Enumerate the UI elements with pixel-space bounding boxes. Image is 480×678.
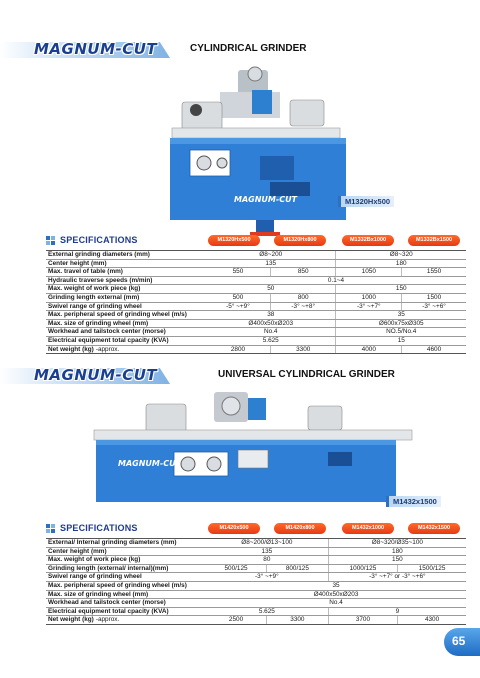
spec-value: 850 <box>270 268 336 277</box>
spec-label <box>46 293 206 302</box>
spec-value: Ø8~200/Ø13~100 <box>206 539 328 548</box>
spec-label <box>46 268 206 277</box>
section-header-cylindrical <box>0 36 480 62</box>
spec-label <box>46 302 206 311</box>
brand-logo: MAGNUM-CUT <box>34 366 158 384</box>
spec-row <box>46 564 466 573</box>
spec-row <box>46 268 466 277</box>
spec-label-text: Workhead and tailstock center (morse) <box>48 328 166 336</box>
spec-row <box>46 556 466 565</box>
spec-value: 1050 <box>336 268 402 277</box>
spec-label-text: Max. peripheral speed of grinding wheel (m/s) <box>48 311 187 319</box>
spec-value: 135 <box>206 259 336 268</box>
spec-label <box>46 539 206 548</box>
spec-table-cylindrical <box>46 250 466 354</box>
spec-value: Ø400x50xØ203 <box>206 590 466 599</box>
spec-value: 800 <box>270 293 336 302</box>
spec-label <box>46 599 206 608</box>
spec-value: -3° ~+9° <box>206 573 328 582</box>
spec-row <box>46 251 466 260</box>
spec-label-text: Grinding length (external/ internal)(mm) <box>48 564 169 572</box>
spec-label-text: Swivel range of grinding wheel <box>48 573 142 581</box>
model-pill: M1332Bx1000 <box>342 235 394 246</box>
spec-row <box>46 590 466 599</box>
spec-label <box>46 581 206 590</box>
spec-label-text: Workhead and tailstock center (morse) <box>48 599 166 607</box>
spec-label-suffix: -approx. <box>95 345 120 353</box>
spec-label-text: Hydraulic traverse speeds (m/min) <box>48 276 153 284</box>
spec-value: -3° ~+8° <box>270 302 336 311</box>
spec-value: No.4 <box>206 599 466 608</box>
spec-label <box>46 573 206 582</box>
spec-row <box>46 336 466 345</box>
spec-label-text: Net weight (kg) <box>48 616 94 624</box>
spec-row <box>46 302 466 311</box>
spec-value: 180 <box>336 259 466 268</box>
spec-value: 2800 <box>206 345 270 354</box>
model-pill: M1320Hx500 <box>208 235 260 246</box>
spec-value: 0.1~4 <box>206 276 466 285</box>
spec-value: 4300 <box>398 616 466 625</box>
spec-value: 1000/125 <box>328 564 397 573</box>
spec-label-text: Net weight (kg) <box>48 345 94 353</box>
spec-value: -3° ~+7° or -3° ~+6° <box>328 573 466 582</box>
spec-value: 135 <box>206 547 328 556</box>
spec-value: Ø8~320 <box>336 251 466 260</box>
spec-row <box>46 319 466 328</box>
spec-row <box>46 259 466 268</box>
spec-row <box>46 539 466 548</box>
spec-label-text: Center height (mm) <box>48 547 107 555</box>
spec-label <box>46 564 206 573</box>
spec-row <box>46 328 466 337</box>
specs-header-2 <box>46 522 466 536</box>
spec-value: No.4 <box>206 328 336 337</box>
spec-value: -5° ~+9° <box>206 302 270 311</box>
spec-value: 1550 <box>402 268 466 277</box>
spec-value: 4000 <box>336 345 402 354</box>
spec-value: 50 <box>206 285 336 294</box>
spec-value: 35 <box>336 311 466 320</box>
spec-label-text: Max. size of grinding wheel (mm) <box>48 319 149 327</box>
spec-value: 1000 <box>336 293 402 302</box>
spec-value: 3700 <box>328 616 397 625</box>
specs-label: SPECIFICATIONS <box>60 235 138 245</box>
spec-label <box>46 556 206 565</box>
model-pill: M1332Bx1500 <box>408 235 460 246</box>
model-pill: M1420x800 <box>274 523 326 534</box>
spec-label-text: Max. weight of work piece (kg) <box>48 285 141 293</box>
spec-label-text: Max. size of grinding wheel (mm) <box>48 590 149 598</box>
spec-label <box>46 547 206 556</box>
spec-label-text: Max. travel of table (mm) <box>48 268 123 276</box>
section-header-universal <box>0 362 480 388</box>
spec-label <box>46 259 206 268</box>
spec-label <box>46 345 206 354</box>
spec-label-text: External/ Internal grinding diameters (mm) <box>48 539 177 546</box>
spec-value: Ø8~320/Ø35~100 <box>328 539 466 548</box>
spec-value: 38 <box>206 311 336 320</box>
spec-label <box>46 311 206 320</box>
spec-label-text: Electrical equipment total cpacity (KVA) <box>48 607 169 615</box>
spec-row <box>46 547 466 556</box>
spec-value: 500/125 <box>206 564 267 573</box>
specs-bullet-icon <box>46 524 56 534</box>
spec-label <box>46 590 206 599</box>
svg-text:MAGNUM-CUT: MAGNUM-CUT <box>118 459 182 468</box>
spec-label-text: Swivel range of grinding wheel <box>48 302 142 310</box>
spec-value: 3300 <box>267 616 329 625</box>
spec-row <box>46 616 466 625</box>
svg-text:MAGNUM-CUT: MAGNUM-CUT <box>234 195 298 204</box>
spec-value: 1500/125 <box>398 564 466 573</box>
spec-label <box>46 319 206 328</box>
spec-label <box>46 285 206 294</box>
section-title: UNIVERSAL CYLINDRICAL GRINDER <box>218 369 395 380</box>
spec-value: 500 <box>206 293 270 302</box>
spec-value: Ø400x50xØ203 <box>206 319 336 328</box>
specs-header-1 <box>46 234 466 248</box>
spec-value: 1500 <box>402 293 466 302</box>
spec-label-text: Grinding length external (mm) <box>48 293 140 301</box>
spec-value: -3° ~+6° <box>402 302 466 311</box>
spec-value: 150 <box>336 285 466 294</box>
spec-label-suffix: -approx. <box>95 616 120 624</box>
spec-value: 80 <box>206 556 328 565</box>
spec-value: NO.5/No.4 <box>336 328 466 337</box>
spec-value: 9 <box>328 607 466 616</box>
spec-value: 35 <box>206 581 466 590</box>
spec-label <box>46 328 206 337</box>
spec-label-text: Electrical equipment total cpacity (KVA) <box>48 336 169 344</box>
model-pill: M1320Hx800 <box>274 235 326 246</box>
spec-value: Ø600x75xØ305 <box>336 319 466 328</box>
spec-row <box>46 311 466 320</box>
spec-value: Ø8~200 <box>206 251 336 260</box>
model-pill: M1432x1000 <box>342 523 394 534</box>
spec-row <box>46 285 466 294</box>
specs-label: SPECIFICATIONS <box>60 523 138 533</box>
spec-label-text: External grinding diameters (mm) <box>48 251 150 258</box>
spec-label-text: Center height (mm) <box>48 259 107 267</box>
spec-row <box>46 293 466 302</box>
image-model-tag: M1320Hx500 <box>338 196 394 207</box>
spec-label <box>46 251 206 260</box>
model-pill: M1420x500 <box>208 523 260 534</box>
spec-value: 4600 <box>402 345 466 354</box>
spec-row <box>46 581 466 590</box>
spec-table-universal <box>46 538 466 625</box>
spec-row <box>46 345 466 354</box>
spec-row <box>46 599 466 608</box>
section-title: CYLINDRICAL GRINDER <box>190 43 307 54</box>
specs-bullet-icon <box>46 236 56 246</box>
brand-logo: MAGNUM-CUT <box>34 40 158 58</box>
spec-label <box>46 336 206 345</box>
spec-row <box>46 276 466 285</box>
spec-value: 5.625 <box>206 336 336 345</box>
spec-label-text: Max. weight of work piece (kg) <box>48 556 141 564</box>
spec-value: 550 <box>206 268 270 277</box>
spec-value: 180 <box>328 547 466 556</box>
spec-value: 2500 <box>206 616 267 625</box>
spec-value: 150 <box>328 556 466 565</box>
spec-value: 800/125 <box>267 564 329 573</box>
spec-label <box>46 276 206 285</box>
spec-label <box>46 616 206 625</box>
machine-image-cylindrical-grinder <box>160 62 360 240</box>
image-model-tag: M1432x1500 <box>386 496 441 507</box>
spec-value: 5.625 <box>206 607 328 616</box>
spec-label <box>46 607 206 616</box>
model-pill: M1432x1500 <box>408 523 460 534</box>
spec-row <box>46 607 466 616</box>
spec-value: 3300 <box>270 345 336 354</box>
page-number: 65 <box>452 634 466 648</box>
spec-value: 15 <box>336 336 466 345</box>
machine-image-universal-grinder <box>88 386 418 512</box>
spec-row <box>46 573 466 582</box>
spec-label-text: Max. peripheral speed of grinding wheel (m/s) <box>48 581 187 589</box>
spec-value: -3° ~+7° <box>336 302 402 311</box>
